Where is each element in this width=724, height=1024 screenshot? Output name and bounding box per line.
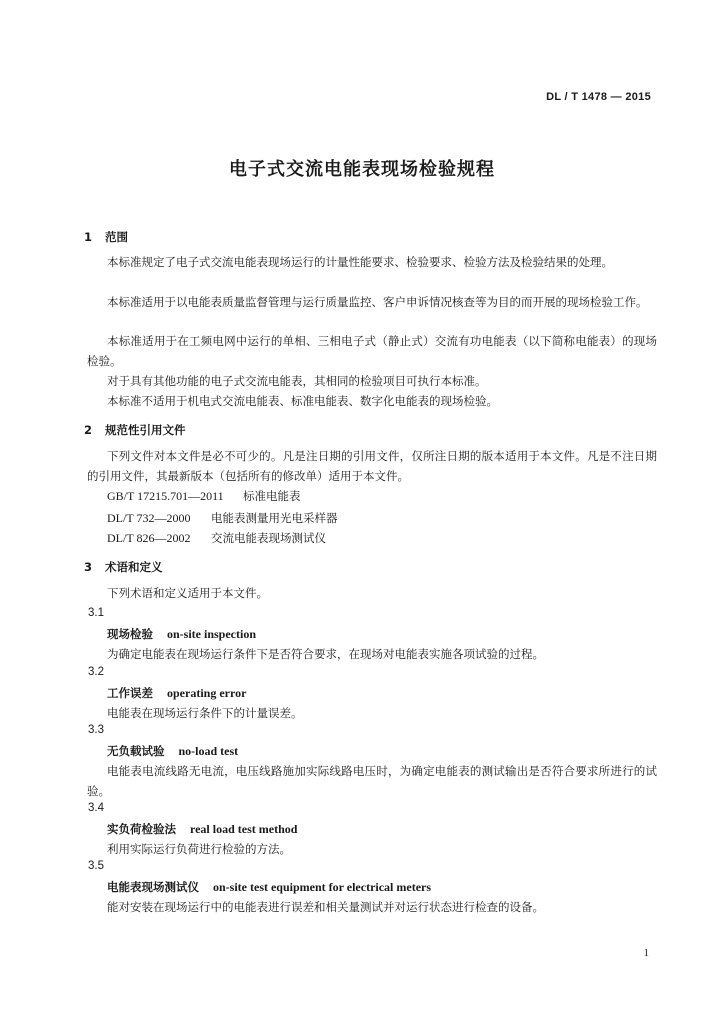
- reference-code: GB/T 17215.701—2011: [107, 489, 224, 503]
- reference-name: 交流电能表现场测试仪: [211, 531, 326, 545]
- page-number: 1: [643, 947, 649, 959]
- term-heading: [107, 821, 297, 837]
- section-heading-scope: [84, 229, 128, 245]
- term-definition: 为确定电能表在现场运行条件下是否符合要求，在现场对电能表实施各项试验的过程。: [107, 647, 544, 661]
- paragraph: 本标准适用于以电能表质量监督管理与运行质量监控、客户申诉情况核查等为目的而开展的现场检验工作。: [107, 295, 648, 309]
- paragraph: 下列文件对本文件是必不可少的。凡是注日期的引用文件，仅所注日期的版本适用于本文件。凡是不注日期的引用文件，其最新版本（包括所有的修改单）适用于本文件。: [87, 449, 657, 483]
- paragraph: 下列术语和定义适用于本文件。: [107, 586, 268, 600]
- term-english: real load test method: [190, 822, 298, 836]
- reference-name: 标准电能表: [243, 489, 301, 503]
- paragraph: 本标准不适用于机电式交流电能表、标准电能表、数字化电能表的现场检验。: [107, 394, 498, 408]
- paragraph: 本标准适用于在工频电网中运行的单相、三相电子式（静止式）交流有功电能表（以下简称电能表）的现场检验。: [87, 334, 657, 368]
- clause-number: 3.3: [88, 724, 104, 736]
- paragraph: 本标准规定了电子式交流电能表现场运行的计量性能要求、检验要求、检验方法及检验结果的处理。: [107, 255, 613, 269]
- term-english: no-load test: [178, 744, 239, 758]
- term-definition: 电能表电流线路无电流，电压线路施加实际线路电压时，为确定电能表的测试输出是否符合要求所进行的试验。: [87, 764, 657, 798]
- term-definition: 利用实际运行负荷进行检验的方法。: [107, 842, 291, 856]
- term-english: operating error: [167, 686, 247, 700]
- term-heading: [107, 743, 238, 759]
- reference-item: [107, 508, 338, 528]
- document-code: DL / T 1478 — 2015: [546, 91, 651, 103]
- term-english: on-site inspection: [167, 627, 257, 641]
- term-heading: [107, 879, 431, 895]
- clause-number: 3.1: [88, 607, 104, 619]
- section-heading-terms-definitions: [84, 559, 163, 575]
- reference-name: 电能表测量用光电采样器: [211, 511, 338, 525]
- reference-code: DL/T 826—2002: [107, 531, 191, 545]
- reference-item: [107, 528, 326, 548]
- term-heading: [107, 626, 256, 642]
- section-number: 1: [84, 230, 93, 244]
- reference-item: [107, 486, 301, 506]
- term-chinese: 电能表现场测试仪: [107, 880, 199, 894]
- term-definition: 电能表在现场运行条件下的计量误差。: [107, 706, 303, 720]
- section-title: 规范性引用文件: [105, 423, 186, 437]
- section-number: 2: [84, 423, 93, 437]
- section-number: 3: [84, 560, 93, 574]
- term-chinese: 工作误差: [107, 686, 153, 700]
- reference-code: DL/T 732—2000: [107, 511, 191, 525]
- paragraph: 对于具有其他功能的电子式交流电能表，其相同的检验项目可执行本标准。: [107, 374, 487, 388]
- term-chinese: 实负荷检验法: [107, 822, 176, 836]
- clause-number: 3.5: [88, 860, 104, 872]
- term-definition: 能对安装在现场运行中的电能表进行误差和相关量测试并对运行状态进行检查的设备。: [107, 900, 544, 914]
- term-heading: [107, 685, 246, 701]
- section-title: 范围: [105, 230, 128, 244]
- document-title: 电子式交流电能表现场检验规程: [229, 159, 495, 180]
- clause-number: 3.4: [88, 802, 104, 814]
- term-english: on-site test equipment for electrical meters: [213, 880, 432, 894]
- section-title: 术语和定义: [105, 560, 163, 574]
- section-heading-normative-references: [84, 422, 186, 438]
- term-chinese: 无负载试验: [107, 744, 165, 758]
- term-chinese: 现场检验: [107, 627, 153, 641]
- clause-number: 3.2: [88, 666, 104, 678]
